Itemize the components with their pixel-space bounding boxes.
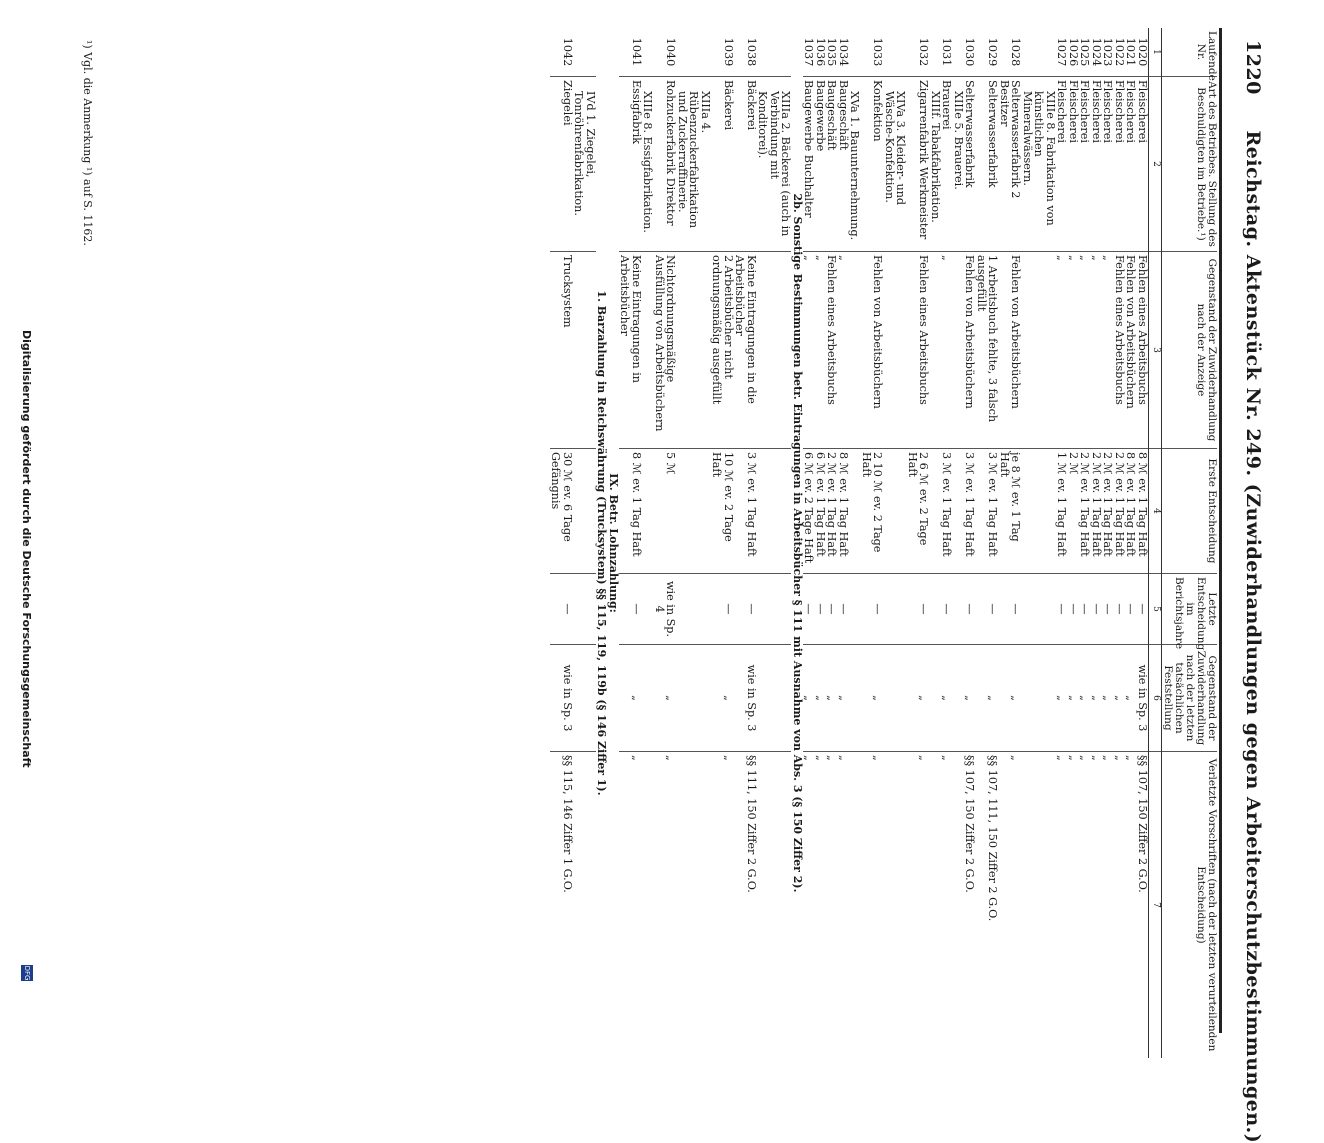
empty-cell [930,574,942,645]
col-number: 6 [1149,645,1162,752]
cell-erste: 2 ℳ ev. 1 Tag Haft [826,449,838,574]
cell-nr: 1042 [561,37,574,67]
cell-vor: „ [1125,752,1137,1059]
industry-subheading: XIIIe 5. Brauerei. [953,77,965,252]
cell-geg: „ [803,252,815,449]
cell-geg: Fehlen von Arbeitsbüchern [861,252,884,449]
table-row [1102,28,1114,1058]
cell-art: Baugewerbe [815,77,827,252]
empty-cell [642,752,654,1059]
cell-art: Rohzuckerfabrik Direktor [654,77,677,252]
cell-erste: 2 ℳ ev. 1 Tag Haft [1091,449,1103,574]
table-body-2 [619,28,792,1058]
empty-cell [757,752,792,1059]
cell-art: Fleischerei [1102,77,1114,252]
empty-cell [1022,574,1057,645]
empty-cell [884,28,907,77]
cell-erste: 2 ℳ [1068,449,1080,574]
col-number: 3 [1149,252,1162,449]
cell-vor: „ [1091,752,1103,1059]
cell-nr: 1034 [837,37,850,67]
col-header-vorschriften: Verletzte Vorschriften (nach der letzten verurteilenden Entscheidung) [1162,752,1218,1059]
cell-letzte: — [1125,574,1137,645]
cell-geg: Fehlen eines Arbeitsbuchs [907,252,930,449]
cell-erste: 3 ℳ ev. 1 Tag Haft [734,449,757,574]
section-ix-heading [608,28,620,1058]
cell-erste: 3 ℳ ev. 1 Tag Haft [976,449,999,574]
empty-cell [849,252,861,449]
section-ix-1-heading [596,28,608,1058]
cell-erste: 8 ℳ ev. 1 Tag Haft [619,449,642,574]
table-row [815,28,827,1058]
cell-geg2: „ [1079,645,1091,752]
cell-nr: 1041 [630,37,643,67]
empty-cell [1022,28,1057,77]
cell-geg: „ [1102,252,1114,449]
empty-cell [573,449,596,574]
col-number: 5 [1149,574,1162,645]
cell-geg2: „ [1102,645,1114,752]
cell-art: Baugeschäft [826,77,838,252]
cell-geg: 2 Arbeitsbücher nicht ordnungsmäßig ausgefüllt [711,252,734,449]
cell-vor: „ [826,752,838,1059]
col-header-art: Art des Betriebes. Stellung des Beschuldigten im Betriebe.¹) [1162,77,1218,252]
cell-geg2: „ [838,645,850,752]
subheading-row [573,28,596,1058]
industry-subheading: XVa 1. Bauunternehmung. [849,77,861,252]
cell-erste: 3 ℳ ev. 1 Tag Haft [941,449,953,574]
cell-vor: „ [1068,752,1080,1059]
cell-vor: „ [999,752,1022,1059]
cell-letzte: — [976,574,999,645]
cell-geg: „ [1068,252,1080,449]
cell-geg: „ [815,252,827,449]
cell-vor: §§ 107, 150 Ziffer 2 G.O. [964,752,976,1059]
table-row [734,28,757,1058]
cell-vor: „ [941,752,953,1059]
cell-art: Ziegelei [550,77,573,252]
subheading-row [930,28,942,1058]
cell-letzte: — [1102,574,1114,645]
table-row [1137,28,1149,1058]
table-row [1091,28,1103,1058]
cell-letzte: — [907,574,930,645]
cell-art: Zigarrenfabrik Werkmeister [907,77,930,252]
cell-letzte: — [999,574,1022,645]
empty-cell [1022,449,1057,574]
cell-geg: Fehlen von Arbeitsbüchern [964,252,976,449]
section-heading: 2b. Sonstige Bestimmungen betr. Eintragungen in Arbeitsbücher § 111 mit Ausnahme von Abs. 3 (§ 150 Ziffer 2). [791,193,804,893]
cell-nr: 1024 [1090,37,1103,67]
cell-art: Selterwasserfabrik [964,77,976,252]
table-row [861,28,884,1058]
empty-cell [849,645,861,752]
cell-letzte: — [838,574,850,645]
cell-erste: 5 ℳ [654,449,677,574]
cell-nr: 1029 [986,37,1000,67]
table-row [550,28,573,1058]
empty-cell [757,574,792,645]
empty-cell [642,28,654,77]
cell-letzte: — [711,574,734,645]
cell-geg2: „ [861,645,884,752]
cell-geg2: „ [826,645,838,752]
cell-geg2: „ [711,645,734,752]
cell-vor: „ [838,752,850,1059]
cell-geg2: „ [1056,645,1068,752]
cell-letzte: — [826,574,838,645]
cell-erste: 8 ℳ ev. 1 Tag Haft [838,449,850,574]
cell-nr: 1039 [722,37,735,67]
cell-art: Fleischerei [1056,77,1068,252]
table-row [803,28,815,1058]
cell-art: Fleischerei [1091,77,1103,252]
subheading-row [884,28,907,1058]
table-row [1079,28,1091,1058]
industry-subheading: XIIIe 8. Essigfabrikation. [642,77,654,252]
table-row [1056,28,1068,1058]
empty-cell [849,752,861,1059]
col-header-gegenstand: Gegenstand der Zuwiderhandlung nach der Anzeige [1162,252,1218,449]
subheading-row [677,28,712,1058]
cell-erste: 10 ℳ ev. 2 Tage Haft [711,449,734,574]
table-row [964,28,976,1058]
table-header-row [1162,28,1218,1058]
empty-cell [884,752,907,1059]
empty-cell [1022,645,1057,752]
section-2b-heading [792,28,804,1058]
dfg-logo: DFG [23,965,31,981]
cell-letzte: — [1114,574,1126,645]
empty-cell [573,752,596,1059]
empty-cell [677,645,712,752]
cell-letzte: — [1068,574,1080,645]
table-row [976,28,999,1058]
cell-geg2: „ [654,645,677,752]
empty-cell [642,645,654,752]
cell-erste: 2 10 ℳ ev. 2 Tage Haft [861,449,884,574]
industry-subheading: XIIIe 8. Fabrikation von künstlichen Mineralwässern. [1022,77,1057,252]
industry-subheading: IVd 1. Ziegelei, Tonröhrenfabrikation. [573,77,596,252]
cell-art: Brauerei [941,77,953,252]
cell-geg2: „ [1068,645,1080,752]
cell-geg2: wie in Sp. 3 [1137,645,1149,752]
empty-cell [884,645,907,752]
cell-vor: „ [803,752,815,1059]
empty-cell [849,574,861,645]
cell-geg2: „ [1114,645,1126,752]
cell-art: Konfektion [861,77,884,252]
cell-erste: 30 ℳ ev. 6 Tage Gefängnis [550,449,573,574]
cell-nr: 1020 [1136,37,1149,67]
cell-letzte: — [941,574,953,645]
cell-geg2: „ [999,645,1022,752]
table-row [654,28,677,1058]
empty-cell [677,252,712,449]
digitization-note: Digitalisierung gefördert durch die Deutsche Forschungsgemeinschaft [20,330,33,768]
col-header-gegenstand2: Gegenstand der Zuwiderhandlung nach der letzten tatsächlichen Feststellung [1162,645,1218,752]
table-row [1125,28,1137,1058]
col-number: 2 [1149,77,1162,252]
cell-geg: „ [1056,252,1068,449]
empty-cell [1022,252,1057,449]
cell-nr: 1028 [1009,37,1023,67]
cell-art: Fleischerei [1068,77,1080,252]
empty-cell [1022,752,1057,1059]
cell-geg2: „ [803,645,815,752]
empty-cell [849,449,861,574]
industry-subheading: XIIIa 2. Bäckerei (auch in Verbindung mit Konditorei). [757,77,792,252]
cell-erste: 8 ℳ ev. 1 Tag Haft [1137,449,1149,574]
section-subheading: 1. Barzahlung in Reichswährung (Trucksystem) §§ 115, 119, 119b (§ 146 Ziffer 1). [595,290,609,796]
empty-cell [677,574,712,645]
empty-cell [573,645,596,752]
cell-letzte: — [619,574,642,645]
cell-art: Fleischerei [1079,77,1091,252]
empty-cell [642,449,654,574]
violations-table [550,28,1217,1058]
col-header-nr: Laufende Nr. [1162,28,1218,77]
cell-letzte: — [964,574,976,645]
cell-vor: „ [1056,752,1068,1059]
empty-cell [573,252,596,449]
cell-art: Fleischerei [1125,77,1137,252]
cell-letzte: — [734,574,757,645]
subheading-row [1022,28,1057,1058]
cell-vor: „ [907,752,930,1059]
cell-erste: 2 ℳ ev. 1 Tag Haft [1102,449,1114,574]
empty-cell [953,574,965,645]
table-body-3 [550,28,596,1058]
empty-cell [884,574,907,645]
cell-letzte: — [1056,574,1068,645]
subheading-row [642,28,654,1058]
cell-vor: „ [1079,752,1091,1059]
cell-vor: „ [815,752,827,1059]
cell-art: Selterwasserfabrik 2 Besitzer [999,77,1022,252]
empty-cell [573,28,596,77]
cell-geg: Fehlen von Arbeitsbüchern [999,252,1022,449]
page-title: Reichstag. Aktenstück Nr. 249. (Zuwiderhandlungen gegen Arbeiterschutzbestimmungen.) [1242,130,1264,1143]
empty-cell [677,28,712,77]
cell-vor: §§ 107, 150 Ziffer 2 G.O. [1137,752,1149,1059]
cell-nr: 1035 [825,37,839,67]
cell-letzte: — [861,574,884,645]
empty-cell [953,752,965,1059]
cell-geg: Keine Eintragungen in Arbeitsbücher [619,252,642,449]
col-number: 4 [1149,449,1162,574]
empty-cell [677,449,712,574]
cell-geg2: „ [964,645,976,752]
table-row [941,28,953,1058]
cell-vor: „ [619,752,642,1059]
cell-erste: 3 ℳ ev. 1 Tag Haft [964,449,976,574]
empty-cell [757,645,792,752]
empty-cell [642,574,654,645]
subheading-row [757,28,792,1058]
footnote: ¹) Vgl. die Anmerkung ¹) auf S. 1162. [81,40,94,246]
empty-cell [930,449,942,574]
table-row [1068,28,1080,1058]
cell-erste: 1 ℳ ev. 1 Tag Haft [1056,449,1068,574]
empty-cell [642,252,654,449]
empty-cell [953,449,965,574]
empty-cell [677,752,712,1059]
table-row [999,28,1022,1058]
cell-vor: „ [861,752,884,1059]
col-number: 1 [1149,28,1162,77]
cell-erste: 6 ℳ ev. 1 Tag Haft [815,449,827,574]
empty-cell [884,449,907,574]
empty-cell [573,574,596,645]
empty-cell [930,752,942,1059]
cell-erste: 2 6 ℳ ev. 2 Tage Haft [907,449,930,574]
empty-cell [757,28,792,77]
top-rule [1219,28,1222,1033]
col-header-letzte: Letzte Entscheidung im Berichtsjahre [1162,574,1218,645]
cell-nr: 1023 [1101,37,1115,67]
cell-nr: 1036 [814,37,827,67]
table-row [619,28,642,1058]
cell-geg2: „ [1125,645,1137,752]
empty-cell [757,252,792,449]
cell-art: Essigfabrik [619,77,642,252]
cell-art: Bäckerei [734,77,757,252]
table-row [838,28,850,1058]
subheading-row [953,28,965,1058]
industry-subheading: XIIIf. Tabakfabrikation. [930,77,942,252]
cell-art: Baugewerbe Buchhalter [803,77,815,252]
cell-geg2: „ [976,645,999,752]
cell-nr: 1025 [1078,37,1092,67]
cell-geg: Fehlen eines Arbeitsbuchs [1114,252,1126,449]
cell-geg: Fehlen von Arbeitsbüchern [1125,252,1137,449]
cell-vor: §§ 111, 150 Ziffer 2 G.O. [734,752,757,1059]
cell-erste: 6 ℳ ev. 2 Tage Haft [803,449,815,574]
cell-vor: „ [654,752,677,1059]
cell-art: Bäckerei [711,77,734,252]
cell-erste: 2 ℳ ev. 1 Tag Haft [1079,449,1091,574]
cell-geg: Keine Eintragungen in die Arbeitsbücher [734,252,757,449]
cell-vor: §§ 115, 146 Ziffer 1 G.O. [550,752,573,1059]
cell-letzte: — [803,574,815,645]
cell-geg2: „ [619,645,642,752]
page-header [1242,40,1264,1143]
cell-art: Selterwasserfabrik [976,77,999,252]
cell-geg2: „ [815,645,827,752]
empty-cell [930,645,942,752]
empty-cell [930,28,942,77]
empty-cell [953,28,965,77]
cell-nr: 1021 [1124,37,1138,67]
cell-geg: „ [1091,252,1103,449]
empty-cell [953,645,965,752]
empty-cell [849,28,861,77]
cell-geg: „ [1079,252,1091,449]
cell-geg2: wie in Sp. 3 [550,645,573,752]
cell-geg2: wie in Sp. 3 [734,645,757,752]
cell-letzte: — [1137,574,1149,645]
cell-nr: 1040 [664,37,678,67]
cell-geg: „ [941,252,953,449]
subheading-row [849,28,861,1058]
empty-cell [953,252,965,449]
cell-geg2: „ [1091,645,1103,752]
table-row [1114,28,1126,1058]
table-row [711,28,734,1058]
col-header-erste: Erste Entscheidung [1162,449,1218,574]
cell-letzte: — [550,574,573,645]
cell-erste: 8 ℳ ev. 1 Tag Haft [1125,449,1137,574]
cell-geg: Nichtordnungsmäßige Ausfüllung von Arbeitsbüchern [654,252,677,449]
col-number: 7 [1149,752,1162,1059]
cell-art: Fleischerei [1137,77,1149,252]
cell-geg2: „ [907,645,930,752]
cell-art: Fleischerei [1114,77,1126,252]
cell-nr: 1031 [940,37,954,67]
cell-vor: „ [1114,752,1126,1059]
cell-nr: 1030 [963,37,977,67]
table-body-1 [803,28,1149,1058]
section-heading: IX. Betr. Lohnzahlung: [607,473,620,613]
cell-letzte: — [1079,574,1091,645]
cell-nr: 1033 [871,37,885,67]
page-number: 1220 [1242,40,1264,95]
cell-geg: 1 Arbeitsbuch fehlte, 3 falsch ausgefüllt [976,252,999,449]
empty-cell [757,449,792,574]
table-row [826,28,838,1058]
cell-vor: §§ 107, 111, 150 Ziffer 2 G.O. [976,752,999,1059]
cell-nr: 1027 [1055,37,1069,67]
table-row [907,28,930,1058]
cell-nr: 1026 [1067,37,1080,67]
cell-geg: „ [838,252,850,449]
industry-subheading: XIIIa 4. Rübenzuckerfabrikation und Zuckerraffinerie. [677,77,712,252]
cell-art: Baugeschäft [838,77,850,252]
cell-nr: 1038 [745,37,758,67]
cell-geg: Fehlen eines Arbeitsbuchs [1137,252,1149,449]
empty-cell [884,252,907,449]
cell-vor: „ [1102,752,1114,1059]
cell-erste: 2 ℳ ev. 1 Tag Haft [1114,449,1126,574]
cell-vor: „ [711,752,734,1059]
column-number-row [1149,28,1162,1058]
cell-erste: je 8 ℳ ev. 1 Tag Haft [999,449,1022,574]
cell-letzte: — [815,574,827,645]
cell-letzte: — [1091,574,1103,645]
cell-nr: 1022 [1113,37,1126,67]
cell-letzte: wie in Sp. 4 [654,574,677,645]
cell-nr: 1037 [802,37,816,67]
empty-cell [930,252,942,449]
cell-geg: Trucksystem [550,252,573,449]
cell-geg2: „ [941,645,953,752]
industry-subheading: XIVa 3. Kleider- und Wäsche-Konfektion. [884,77,907,252]
cell-geg: Fehlen eines Arbeitsbuchs [826,252,838,449]
cell-nr: 1032 [917,37,931,67]
